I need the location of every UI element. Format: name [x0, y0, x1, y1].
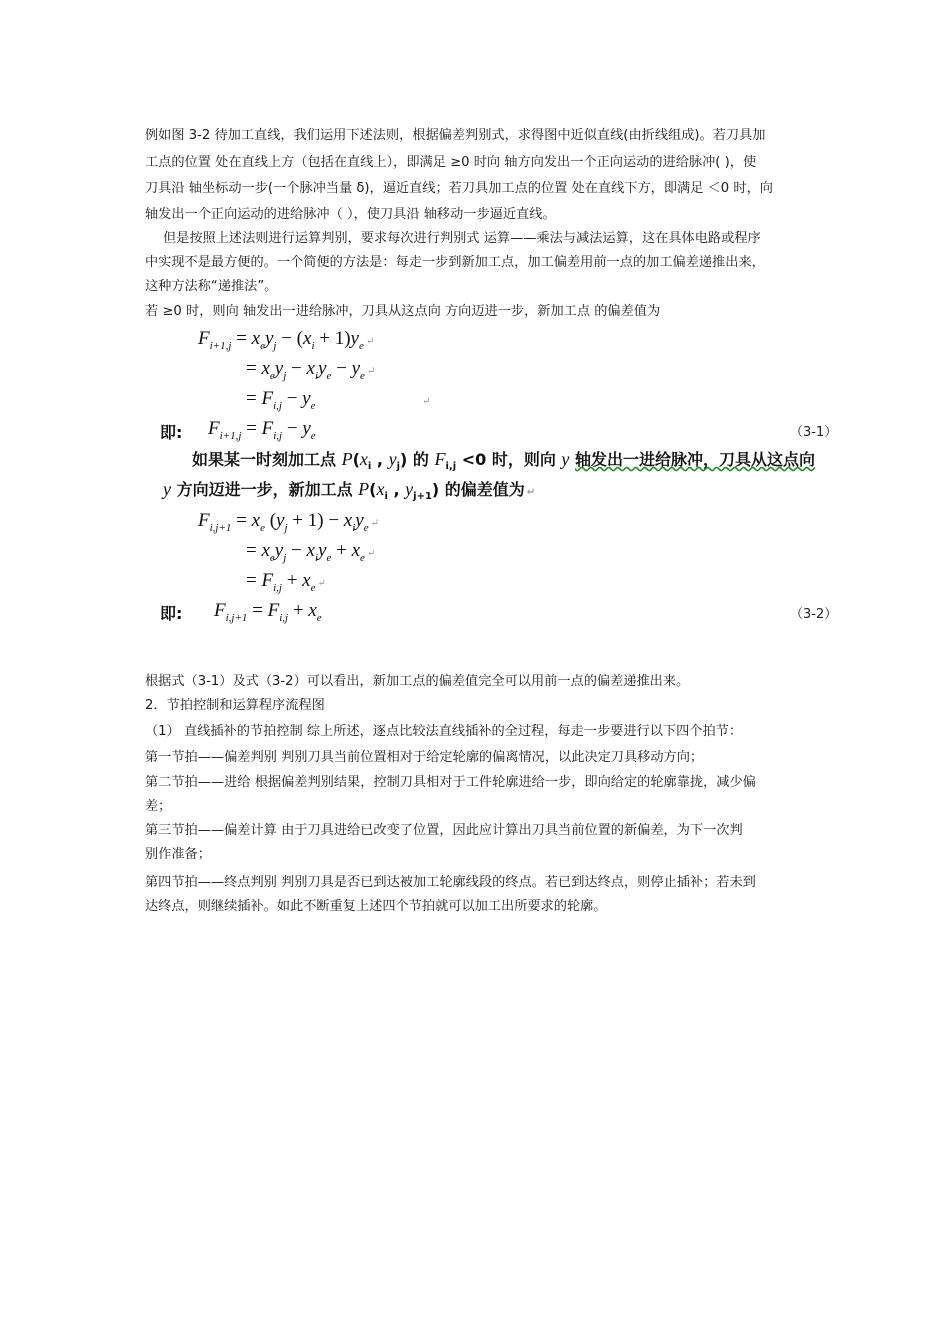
intro-para2-line-1: 但是按照上述法则进行运算判别，要求每次进行判别式 运算——乘法与减法运算，这在具体电路或程序	[163, 231, 761, 246]
equation-2-result: $F_{i,j+1} = F_{i,j} + x_e$	[214, 600, 322, 624]
beat-4-line-1: 第四节拍——终点判别 判别刀具是否已到达被加工轮廓线段的终点。若已到达终点，则停止插补；若未到	[145, 875, 756, 890]
paragraph-mark: ↵	[422, 396, 431, 407]
equation-2-line-2: = $x_ey_j - x_iy_e + x_e$ ↵	[246, 540, 376, 564]
intro-para2-line-3: 这种方法称“递推法”。	[145, 279, 278, 294]
intro-line-4: 轴发出一个正向运动的进给脉冲（ ），使刀具沿 轴移动一步逼近直线。	[145, 207, 556, 222]
equation-1-label: 即:	[160, 423, 183, 442]
beat-1: 第一节拍——偏差判别 判别刀具当前位置相对于给定轮廓的偏离情况，以此决定刀具移动方向；	[145, 750, 704, 765]
subsection-1: （1） 直线插补的节拍控制 综上所述，逐点比较法直线插补的全过程，每走一步要进行以下四个拍节：	[145, 724, 743, 739]
equation-2-line-3: = $F_{i,j} + x_e$ ↵	[246, 570, 326, 594]
cond-text-f: 的偏差值为	[444, 480, 525, 499]
beat-3-line-2: 别作准备；	[145, 847, 211, 862]
beat-4-line-2: 达终点，则继续插补。如此不断重复上述四个节拍就可以加工出所要求的轮廓。	[145, 899, 607, 914]
conclusion-paragraph: 根据式（3-1）及式（3-2）可以看出，新加工点的偏差值完全可以用前一点的偏差递推出来。	[145, 674, 690, 689]
cond-text-c: 时，则向	[491, 450, 556, 469]
cond-text-b: 的	[412, 450, 429, 469]
equation-2-number: （3-2）	[790, 607, 838, 622]
intro-line-2: 工点的位置 处在直线上方（包括在直线上），即满足 ≥0 时向 轴方向发出一个正向运动的进给脉冲( )，使	[145, 155, 757, 170]
condition-2-line-1: 如果某一时刻加工点 $P(x_i$ , $y_j$) 的 $F_{i,j} <0$ 时，则向 y 轴发出一进给脉冲，刀具从这点向	[192, 449, 816, 473]
equation-2-line-1: $F_{i,j+1} = x_e$ $(y_j + 1) - x_iy_e$ ↵	[198, 510, 380, 534]
equation-2-label: 即:	[160, 604, 183, 623]
equation-1-line-1: $F_{i+1,j} = x_ey_j - (x_i + 1)y_e$ ↵	[198, 328, 375, 352]
beat-3-line-1: 第三节拍——偏差计算 由于刀具进给已改变了位置，因此应计算出刀具当前位置的新偏差，为下一次判	[145, 823, 743, 838]
equation-1-number: （3-1）	[790, 425, 838, 440]
equation-1-line-2: = $x_ey_j - x_iy_e - y_e$ ↵	[246, 358, 376, 382]
beat-2-line-2: 差；	[145, 799, 172, 814]
cond-text-d: 轴发出一进给脉冲，刀具从这点向	[575, 450, 816, 469]
condition-2-line-2: y 方向迈进一步，新加工点 $P(x_i$ , $y_{j+1}$) 的偏差值为 ↵	[163, 479, 536, 503]
beat-2-line-1: 第二节拍——进给 根据偏差判别结果，控制刀具相对于工件轮廓进给一步，即向给定的轮廓靠拢，减少偏	[145, 775, 756, 790]
equation-1-line-3: = $F_{i,j} - y_e$	[246, 388, 316, 412]
intro-line-1: 例如图 3-2 待加工直线，我们运用下述法则，根据偏差判别式，求得图中近似直线(由折线组成)。若刀具加	[145, 128, 766, 143]
cond-text-a: 如果某一时刻加工点	[192, 450, 337, 469]
intro-para3: 若 ≥0 时，则向 轴发出一进给脉冲，刀具从这点向 方向迈进一步，新加工点 的偏差值为	[145, 304, 661, 319]
equation-1-result: $F_{i+1,j} = F_{i,j} - y_e$	[208, 418, 316, 442]
intro-para2-line-2: 中实现不是最方便的。一个简便的方法是：每走一步到新加工点，加工偏差用前一点的加工偏差递推出来，	[145, 255, 765, 270]
cond-text-e: 方向迈进一步，新加工点	[176, 480, 353, 499]
intro-line-3: 刀具沿 轴坐标动一步(一个脉冲当量 δ)，逼近直线；若刀具加工点的位置 处在直线下方，即满足 ＜0 时，向	[145, 181, 773, 196]
section-heading-2: 2．节拍控制和运算程序流程图	[145, 698, 325, 713]
